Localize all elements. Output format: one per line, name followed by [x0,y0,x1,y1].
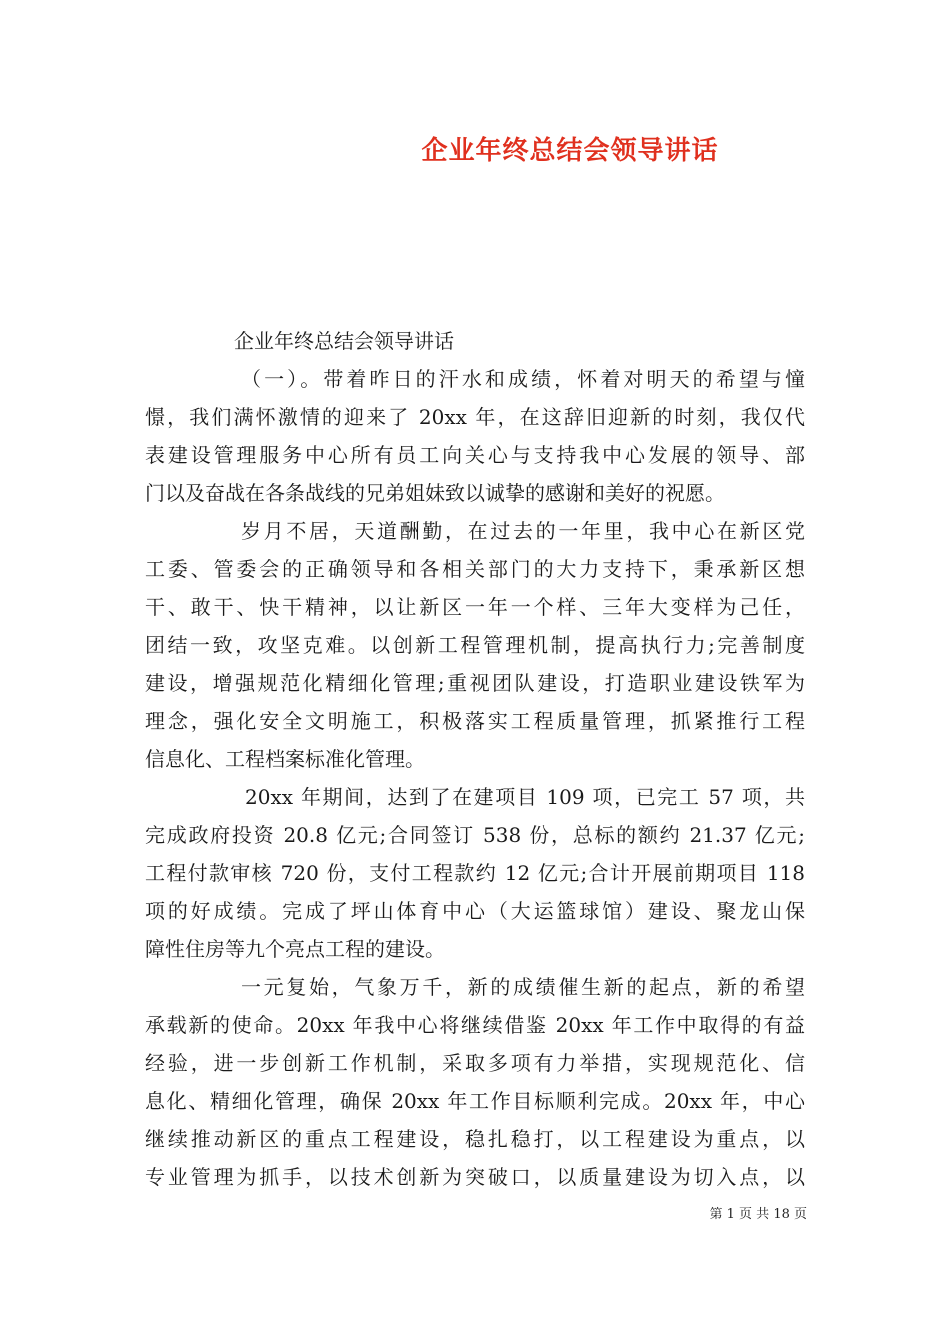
subtitle: 企业年终总结会领导讲话 [234,329,454,353]
paragraph-line: 经验，进一步创新工作机制，采取多项有力举措，实现规范化、信 [145,1051,805,1075]
page-footer: 第 1 页 共 18 页 [709,1207,807,1222]
paragraph-line: 干、敢干、快干精神，以让新区一年一个样、三年大变样为己任， [145,595,805,619]
paragraph [145,778,805,968]
paragraph-line: 憬，我们满怀激情的迎来了 20xx 年，在这辞旧迎新的时刻，我仅代 [145,405,805,429]
paragraph-list [145,360,805,1196]
paragraph-line: 息化、精细化管理，确保 20xx 年工作目标顺利完成。20xx 年，中心 [145,1089,805,1113]
paragraph-line: 建设，增强规范化精细化管理;重视团队建设，打造职业建设铁军为 [145,671,805,695]
paragraph-line: 承载新的使命。20xx 年我中心将继续借鉴 20xx 年工作中取得的有益 [145,1013,805,1037]
paragraph-line: 20xx 年期间，达到了在建项目 109 项，已完工 57 项，共 [245,785,805,809]
paragraph-line: 障性住房等九个亮点工程的建设。 [145,937,445,961]
paragraph-line: 工程付款审核 720 份，支付工程款约 12 亿元;合计开展前期项目 118 [145,861,805,885]
document-body [145,322,805,1196]
paragraph-line: 门以及奋战在各条战线的兄弟姐妹致以诚挚的感谢和美好的祝愿。 [145,481,725,505]
paragraph [145,360,805,512]
paragraph-line: 继续推动新区的重点工程建设，稳扎稳打，以工程建设为重点，以 [145,1127,805,1151]
paragraph-line: 信息化、工程档案标准化管理。 [145,747,425,771]
paragraph-line: 完成政府投资 20.8 亿元;合同签订 538 份，总标的额约 21.37 亿元; [145,823,805,847]
paragraph-line: 岁月不居，天道酬勤，在过去的一年里，我中心在新区党 [241,519,805,543]
paragraph-line: 理念，强化安全文明施工，积极落实工程质量管理，抓紧推行工程 [145,709,805,733]
paragraph-line: 专业管理为抓手，以技术创新为突破口，以质量建设为切入点，以 [145,1165,805,1189]
paragraph-line: 一元复始，气象万千，新的成绩催生新的起点，新的希望 [241,975,805,999]
paragraph [145,512,805,778]
paragraph-line: 表建设管理服务中心所有员工向关心与支持我中心发展的领导、部 [145,443,805,467]
paragraph [145,968,805,1196]
paragraph-line: 项的好成绩。完成了坪山体育中心（大运篮球馆）建设、聚龙山保 [145,899,805,923]
paragraph-line: （一）。带着昨日的汗水和成绩，怀着对明天的希望与憧 [241,367,805,391]
page-title: 企业年终总结会领导讲话 [421,136,719,166]
paragraph-line: 团结一致，攻坚克难。以创新工程管理机制，提高执行力;完善制度 [145,633,805,657]
paragraph-line: 工委、管委会的正确领导和各相关部门的大力支持下，秉承新区想 [145,557,805,581]
